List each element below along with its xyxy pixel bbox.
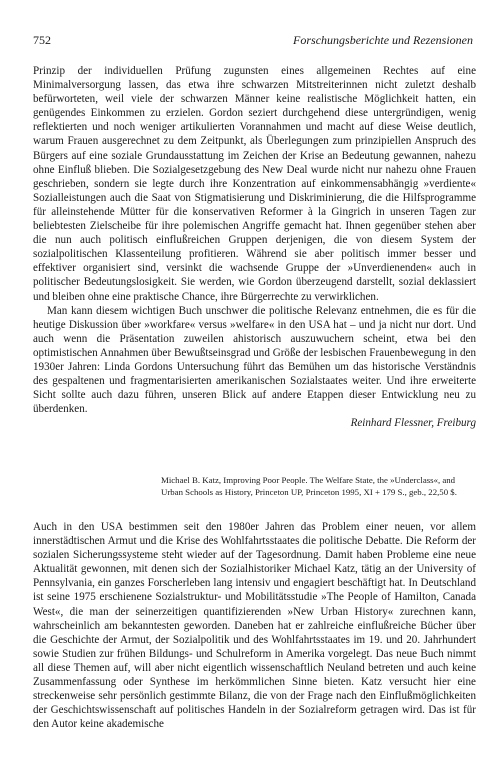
page-header bbox=[33, 33, 473, 49]
review-continuation bbox=[33, 64, 476, 430]
book-citation: Michael B. Katz, Improving Poor People. The Welfare State, the »Underclass«, and Urban Schools as History, Princeton UP, Princeton 1995, XI + 179 S., geb., 22,50 $. bbox=[161, 475, 457, 498]
body-paragraph: Auch in den USA bestimmen seit den 1980er Jahren das Problem einer neuen, vor allem innerstädtischen Armut und die Krise des Wohlfahrtsstaates die politische Debatte. Die Reform der sozialen Sicherungssysteme steht wieder auf der Tagesordnung. Damit haben Probleme eine neue Aktualität gewonnen, mit denen sich der Sozialhistoriker Michael Katz, tätig an der University of Pennsylvania, ein ganzes Forscherleben lang intensiv und engagiert beschäftigt hat. In Deutschland ist seine 1975 erschienene Sozialstruktur- und Mobilitätsstudie »The People of Hamilton, Canada West«, die man der seinerzeitigen quantifizierenden »New Urban History« zurechnen kann, wahrscheinlich am bekanntesten geworden. Daneben hat er zahlreiche einflußreiche Bücher über die Geschichte der Armut, der Sozialpolitik und des Wohlfahrtsstaates im 19. und 20. Jahrhundert sowie Studien zur frühen Bildungs- und Schulreform in Amerika vorgelegt. Das neue Buch nimmt all diese Themen auf, will aber nicht eigentlich wissenschaftlich Neuland betreten und auch keine Zusammenfassung oder Synthese im herkömmlichen Sinne bieten. Katz versucht hier eine streckenweise sehr persönlich gestimmte Bilanz, die von der Frage nach den Einflußmöglichkeiten der Geschichtswissenschaft auf politisches Handeln in der Sozialreform getragen wird. Das ist für den Autor keine akademische bbox=[33, 521, 476, 731]
body-paragraph: Man kann diesem wichtigen Buch unschwer die politische Relevanz entnehmen, die es für die heutige Diskussion über »workfare« versus »welfare« in den USA hat – und ja nicht nur dort. Und auch wenn die Präsentation zuweilen ahistorisch auszuwuchern scheint, etwa bei den optimistischen Annahmen über Bewußtseinsgrad und Größe der lesbischen Frauenbewegung in den 1930er Jahren: Linda Gordons Untersuchung führt das Bemühen um das historische Verständnis des gespaltenen und fragmentarisierten amerikanischen Sozialstaates weiter. Und ihre erweiterte Sicht sollte auch dazu führen, unseren Blick auf andere Etappen dieser Entwicklung neu zu überdenken. bbox=[33, 304, 476, 416]
page-number: 752 bbox=[33, 33, 51, 47]
body-paragraph: Prinzip der individuellen Prüfung zugunsten eines allgemeinen Rechtes auf eine Minimalversorgung lassen, das etwa ihre schwarzen Mitstreiterinnen nicht zuletzt deshalb befürworteten, weil viele der schwarzen Männer keine realistische Möglichkeit hatten, ein genügendes Einkommen zu erzielen. Gordon seziert durchgehend diese untergründigen, wenig reflektierten und noch weniger artikulierten Vorannahmen und macht auf diese Weise deutlich, warum Frauen ausgerechnet zu dem Zeitpunkt, als Überlegungen zum prinzipiellen Anspruch des Bürgers auf eine soziale Grundausstattung im Zeichen der Krise an Bedeutung gewannen, nahezu ohne Einfluß blieben. Die Sozialgesetzgebung des New Deal wurde nicht nur nahezu ohne Frauen geschrieben, sondern sie legte durch ihre Konzentration auf einkommensabhängig »verdiente« Sozialleistungen auch die Saat von Stigmatisierung und Diskriminierung, die die Hilfsprogramme für alleinstehende Mütter für die konservativen Reformer à la Gingrich in unseren Tagen zur beliebtesten Zielscheibe für ihre polemischen Angriffe gemacht hat. Ihnen gegenüber stehen aber die nun auch politisch einflußreichen Gruppen derjenigen, die von diesem System der sozialpolitischen Klassenteilung profitieren. Während sie aber politisch immer besser und effektiver organisiert sind, versinkt die wachsende Gruppe der »Unverdienenden« auch in politischer Bedeutungslosigkeit. Sie werden, wie Gordon überzeugend darstellt, sozial deklassiert und bleiben ohne eine praktische Chance, ihre Bürgerrechte zu verwirklichen. bbox=[33, 65, 476, 303]
reviewer-signature: Reinhard Flessner, Freiburg bbox=[350, 417, 476, 430]
running-head: Forschungsberichte und Rezensionen bbox=[293, 33, 473, 47]
review-body bbox=[33, 520, 476, 731]
